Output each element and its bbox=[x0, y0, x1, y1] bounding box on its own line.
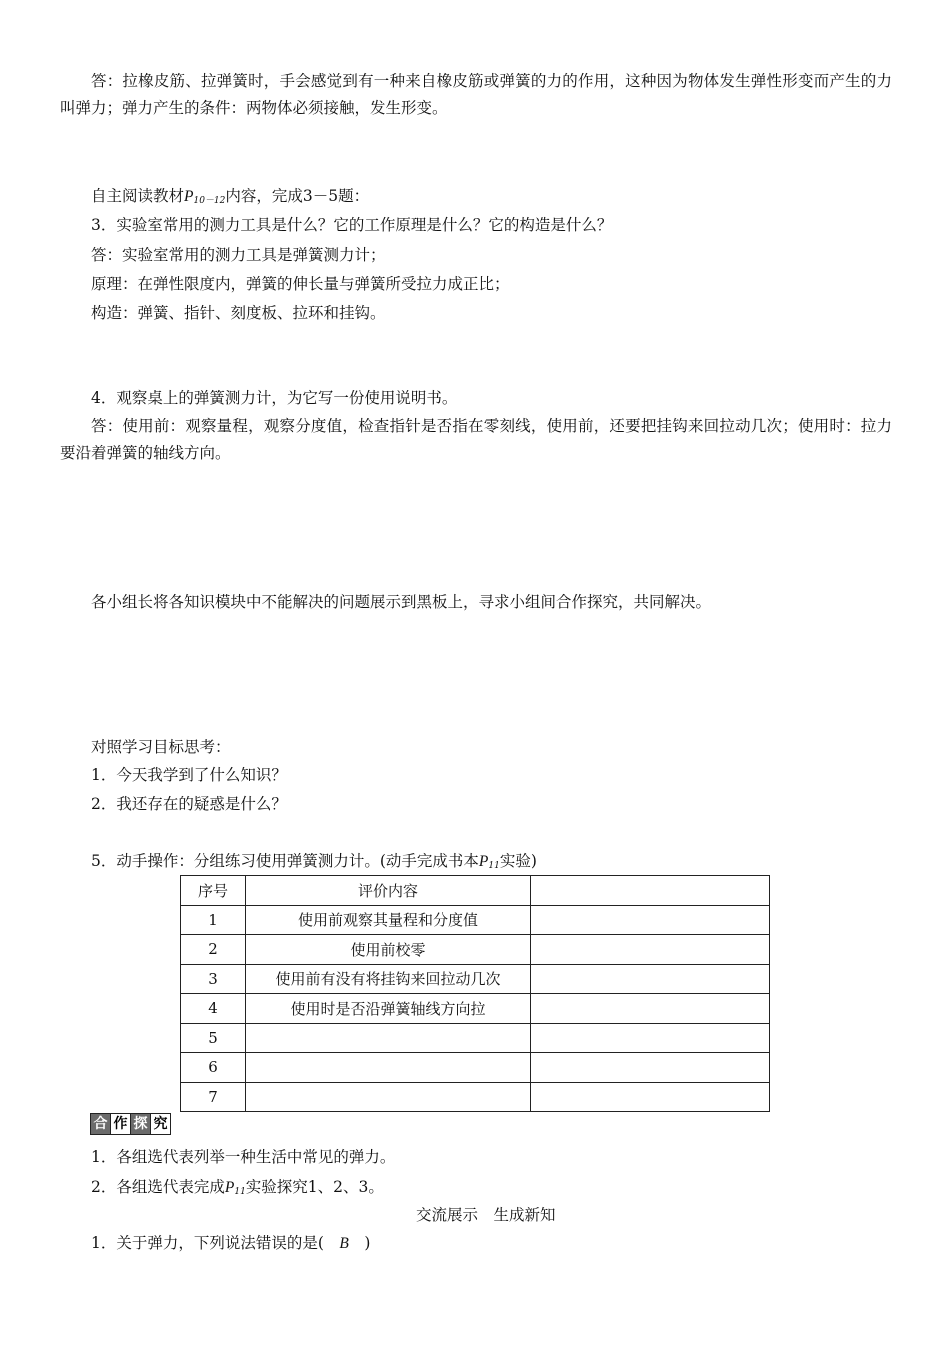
last-question bbox=[91, 1233, 370, 1254]
last-question-answer: B bbox=[339, 1235, 349, 1252]
header-cell-content: 评价内容 bbox=[246, 876, 531, 906]
table-cell: 2 bbox=[181, 935, 246, 965]
q5-prefix: 5．动手操作：分组练习使用弹簧测力计。(动手完成书本 bbox=[91, 852, 479, 870]
table-row bbox=[181, 935, 770, 965]
table-cell: 4 bbox=[181, 994, 246, 1024]
table-cell bbox=[531, 935, 770, 965]
coop-item-1: 1．各组选代表列举一种生活中常见的弹力。 bbox=[91, 1148, 396, 1166]
table-row bbox=[181, 964, 770, 994]
header-cell-index: 序号 bbox=[181, 876, 246, 906]
table-cell bbox=[246, 1053, 531, 1083]
table-cell: 6 bbox=[181, 1053, 246, 1083]
reflect-title: 对照学习目标思考： bbox=[91, 738, 231, 756]
table-cell bbox=[531, 964, 770, 994]
q4-question: 4．观察桌上的弹簧测力计，为它写一份使用说明书。 bbox=[91, 389, 458, 407]
table-cell bbox=[531, 1023, 770, 1053]
coop-item2-prefix: 2．各组选代表完成 bbox=[91, 1178, 225, 1196]
coop-item2-suffix: 实验探究1、2、3。 bbox=[245, 1178, 384, 1196]
table-cell bbox=[531, 1053, 770, 1083]
q5-instruction bbox=[91, 851, 537, 876]
coop-item2-page-sub: 11 bbox=[234, 1187, 246, 1197]
coop-item2-page-letter: P bbox=[224, 1179, 235, 1196]
last-question-prefix: 1．关于弹力，下列说法错误的是( bbox=[91, 1234, 340, 1252]
table-cell: 使用前有没有将挂钩来回拉动几次 bbox=[246, 964, 531, 994]
table-row bbox=[181, 905, 770, 935]
reading-prefix: 自主阅读教材 bbox=[91, 187, 185, 205]
evaluation-table bbox=[180, 875, 770, 1112]
q3-question: 3．实验室常用的测力工具是什么？它的工作原理是什么？它的构造是什么？ bbox=[91, 216, 613, 234]
group-note: 各小组长将各知识模块中不能解决的问题展示到黑板上，寻求小组间合作探究，共同解决。 bbox=[91, 593, 712, 611]
reflect-item-2: 2．我还存在的疑惑是什么？ bbox=[91, 795, 287, 813]
table-cell: 3 bbox=[181, 964, 246, 994]
table-cell bbox=[531, 905, 770, 935]
q3-answer-structure: 构造：弹簧、指针、刻度板、拉环和挂钩。 bbox=[91, 304, 386, 322]
table-cell: 使用时是否沿弹簧轴线方向拉 bbox=[246, 994, 531, 1024]
q5-page-sub: 11 bbox=[488, 861, 500, 871]
table-cell bbox=[531, 1082, 770, 1112]
table-row bbox=[181, 1053, 770, 1083]
table-cell: 5 bbox=[181, 1023, 246, 1053]
table-cell: 使用前观察其量程和分度值 bbox=[246, 905, 531, 935]
reading-page-sub: 10－12 bbox=[193, 196, 226, 206]
table-row bbox=[181, 1082, 770, 1112]
q3-answer-principle: 原理：在弹性限度内，弹簧的伸长量与弹簧所受拉力成正比； bbox=[91, 275, 510, 293]
table-cell bbox=[246, 1023, 531, 1053]
q5-page-letter: P bbox=[478, 853, 489, 870]
reflect-item-1: 1．今天我学到了什么知识？ bbox=[91, 766, 287, 784]
q5-suffix: 实验) bbox=[499, 852, 537, 870]
badge-char: 究 bbox=[151, 1114, 170, 1134]
badge-char: 作 bbox=[111, 1114, 131, 1134]
table-cell: 使用前校零 bbox=[246, 935, 531, 965]
table-cell bbox=[246, 1082, 531, 1112]
table-cell bbox=[531, 994, 770, 1024]
last-question-suffix: ) bbox=[348, 1234, 371, 1252]
q3-answer-tool: 答：实验室常用的测力工具是弹簧测力计； bbox=[91, 246, 386, 264]
table-cell: 7 bbox=[181, 1082, 246, 1112]
q4-answer: 答：使用前：观察量程，观察分度值，检查指针是否指在零刻线，使用前，还要把挂钩来回拉动几次；使用时：拉力要沿着弹簧的轴线方向。 bbox=[60, 417, 892, 462]
table-row bbox=[181, 1023, 770, 1053]
badge-char: 合 bbox=[91, 1114, 111, 1134]
section-heading: 交流展示 生成新知 bbox=[416, 1206, 556, 1224]
table-row bbox=[181, 994, 770, 1024]
reading-page-letter: P bbox=[184, 188, 194, 205]
coop-inquiry-badge bbox=[90, 1113, 171, 1135]
table-header-row bbox=[181, 876, 770, 906]
table-cell: 1 bbox=[181, 905, 246, 935]
q2-answer: 答：拉橡皮筋、拉弹簧时，手会感觉到有一种来自橡皮筋或弹簧的力的作用，这种因为物体发生弹性形变而产生的力叫弹力；弹力产生的条件：两物体必须接触，发生形变。 bbox=[60, 72, 892, 117]
coop-item-2 bbox=[91, 1177, 384, 1202]
badge-char: 探 bbox=[131, 1114, 151, 1134]
header-cell-score bbox=[531, 876, 770, 906]
reading-instruction bbox=[91, 186, 369, 211]
reading-suffix: 内容，完成3－5题： bbox=[225, 187, 370, 205]
